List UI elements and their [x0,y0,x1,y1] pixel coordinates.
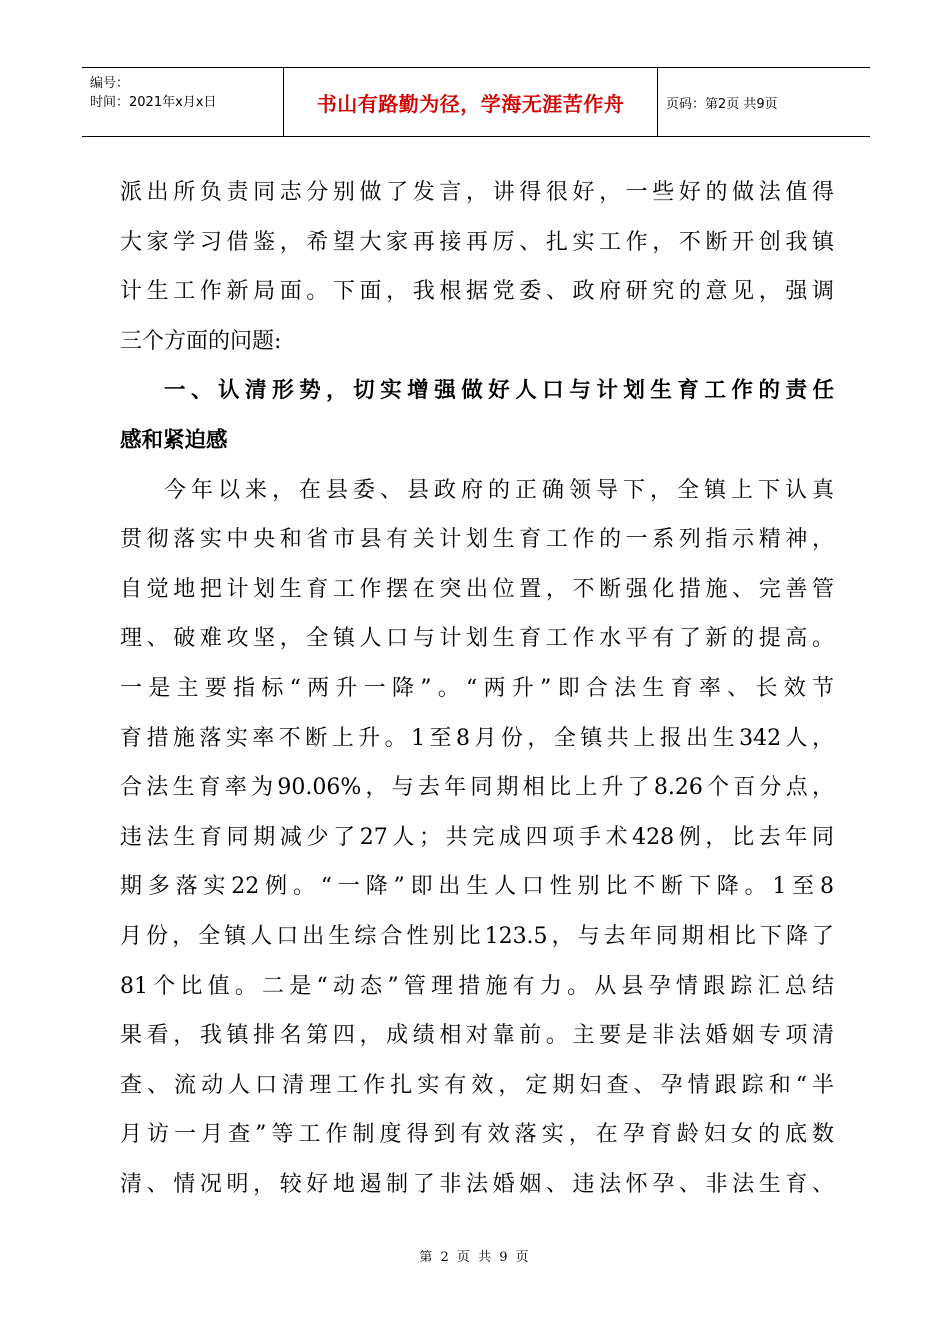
header-page-info: 页码：第2页 共9页 [666,96,778,112]
header-meta-cell [82,68,284,136]
body-line: 三个方面的问题: [120,328,282,354]
document-number-label: 编号： [90,76,130,91]
body-line: 计生工作新局面。下面，我根据党委、政府研究的意见，强调 [120,279,834,305]
header-motto: 书山有路勤为径，学海无涯苦作舟 [316,91,625,116]
body-line: 一是主要指标“两升一降”。“两升”即合法生育率、长效节 [120,675,834,701]
document-date-label: 时间：2021年x月x日 [90,95,217,110]
header-page-cell [658,68,870,136]
body-line: 期多落实22例。“一降”即出生人口性别比不断下降。1至8 [120,874,834,900]
body-line: 查、流动人口清理工作扎实有效，定期妇查、孕情跟踪和“半 [120,1072,834,1098]
document-body [120,168,834,1209]
page-footer: 第 2 页 共 9 页 [419,1250,531,1265]
section-heading: 一、认清形势，切实增强做好人口与计划生育工作的责任 [164,378,834,404]
paragraph-start-line: 今年以来，在县委、县政府的正确领导下，全镇上下认真 [164,477,834,503]
body-line: 清、情况明，较好地遏制了非法婚姻、违法怀孕、非法生育、 [120,1171,834,1197]
body-line: 育措施落实率不断上升。1至8月份，全镇共上报出生342人， [120,725,834,751]
body-line: 81个比值。二是“动态”管理措施有力。从县孕情跟踪汇总结 [120,973,834,999]
header-motto-cell [284,68,658,136]
body-line: 违法生育同期减少了27人；共完成四项手术428例，比去年同 [120,824,834,850]
body-line: 派出所负责同志分别做了发言，讲得很好，一些好的做法值得 [120,180,834,205]
body-line: 大家学习借鉴，希望大家再接再厉、扎实工作，不断开创我镇 [120,229,834,255]
section-heading-continued: 感和紧迫感 [120,427,228,453]
document-header [82,67,870,137]
body-line: 合法生育率为90.06%，与去年同期相比上升了8.26个百分点， [120,775,834,801]
body-line: 理、破难攻坚，全镇人口与计划生育工作水平有了新的提高。 [120,626,834,652]
body-line: 自觉地把计划生育工作摆在突出位置，不断强化措施、完善管 [120,576,834,602]
body-line: 月份，全镇人口出生综合性别比123.5，与去年同期相比下降了 [120,923,834,949]
body-line: 果看，我镇排名第四，成绩相对靠前。主要是非法婚姻专项清 [120,1023,834,1049]
body-line: 贯彻落实中央和省市县有关计划生育工作的一系列指示精神， [120,527,834,553]
body-line: 月访一月查”等工作制度得到有效落实，在孕育龄妇女的底数 [120,1122,834,1148]
